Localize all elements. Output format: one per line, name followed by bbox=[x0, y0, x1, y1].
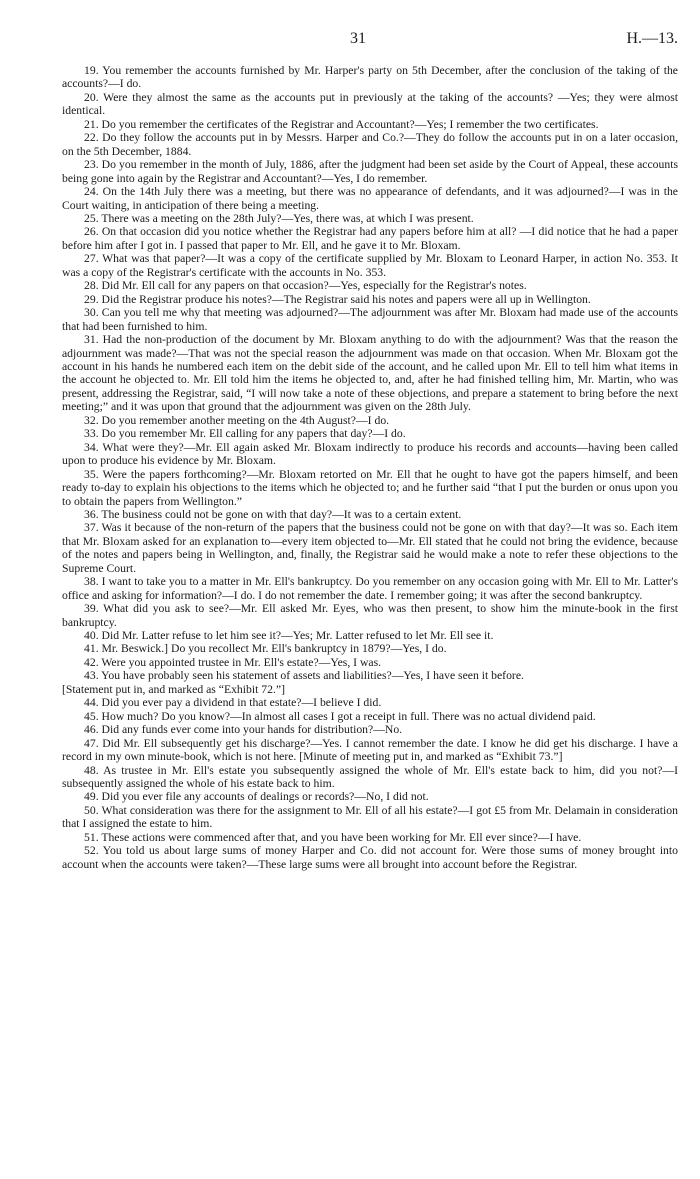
paragraph-27: 27. What was that paper?—It was a copy of the certificate supplied by Mr. Bloxam to Leonard Harper, in action No. 353. It was a copy of the Registrar's certificate with the accounts in No. 353. bbox=[62, 252, 678, 279]
paragraph-42: 42. Were you appointed trustee in Mr. Ell's estate?—Yes, I was. bbox=[84, 655, 382, 669]
paragraph-49: 49. Did you ever file any accounts of dealings or records?—No, I did not. bbox=[84, 790, 429, 804]
paragraph-36: 36. The business could not be gone on with that day?—It was to a certain extent. bbox=[84, 507, 462, 521]
paragraph-26: 26. On that occasion did you notice whether the Registrar had any papers before him at all? —I did notice that he had a paper before him after I got in. I passed that paper to Mr. Ell, and he gave it to Mr. Bloxam. bbox=[62, 225, 678, 252]
paragraph-37: 37. Was it because of the non-return of the papers that the business could not be gone on with that day?—It was so. Each item that Mr. Bloxam asked for an explanation to—every item objected to—Mr. Ell stated that he could not bring the evidence, because of the notes and papers being in Wellington, and, finally, the Registrar said he would make a note to refer these objections to the Supreme Court. bbox=[62, 521, 678, 575]
paragraph-23: 23. Do you remember in the month of July, 1886, after the judgment had been set aside by the Court of Appeal, these accounts being gone into again by the Registrar and Accountant?—Yes, I do remember. bbox=[62, 158, 678, 185]
document-reference: H.—13. bbox=[626, 30, 678, 47]
page-number: 31 bbox=[350, 30, 366, 47]
paragraph-34: 34. What were they?—Mr. Ell again asked Mr. Bloxam indirectly to produce his records and accounts—having been called upon to produce his evidence by Mr. Bloxam. bbox=[62, 440, 678, 468]
paragraph-28: 28. Did Mr. Ell call for any papers on that occasion?—Yes, especially for the Registrar's notes. bbox=[84, 279, 527, 293]
paragraph-19: 19. You remember the accounts furnished by Mr. Harper's party on 5th December, after the conclusion of the taking of the accounts?—I do. bbox=[62, 64, 678, 91]
exhibit-72-note: [Statement put in, and marked as “Exhibit 72.”] bbox=[62, 682, 285, 696]
document-body bbox=[62, 64, 678, 871]
paragraph-45: 45. How much? Do you know?—In almost all cases I got a receipt in full. There was no actual dividend paid. bbox=[84, 709, 596, 723]
paragraph-31: 31. Had the non-production of the document by Mr. Bloxam anything to do with the adjournment? Was that the reason the adjournment was made?—That was not the special reason the adjournment was made on that occasion. When Mr. Bloxam got the account in his hands he numbered each item on the debit side of the account, and he called upon Mr. Ell to tell him what items in the account he objected to. Mr. Ell told him the items he objected to, and, after he had finished telling him, Mr. Martin, who was present, addressing the Registrar, said, “I will now take a note of these objections, and prepare a statement to bring before the next meeting;” and it was upon that ground that the adjournment was given on the 28th July. bbox=[62, 333, 678, 414]
paragraph-47: 47. Did Mr. Ell subsequently get his discharge?—Yes. I cannot remember the date. I know he did get his discharge. I have a record in my own minute-book, which is not here. [Minute of meeting put in, and marked as “Exhibit 73.”] bbox=[62, 736, 678, 764]
paragraph-38: 38. I want to take you to a matter in Mr. Ell's bankruptcy. Do you remember on any occasion going with Mr. Ell to Mr. Latter's office and asking for information?—I do. I do not remember the date. I remember going; it was after the second bankruptcy. bbox=[62, 575, 678, 602]
paragraph-30: 30. Can you tell me why that meeting was adjourned?—The adjournment was after Mr. Bloxam had made use of the accounts that had been furnished to him. bbox=[62, 306, 678, 333]
paragraph-46: 46. Did any funds ever come into your hands for distribution?—No. bbox=[84, 723, 403, 737]
paragraph-39: 39. What did you ask to see?—Mr. Ell asked Mr. Eyes, who was then present, to show him the minute-book in the first bankruptcy. bbox=[62, 602, 678, 629]
paragraph-35: 35. Were the papers forthcoming?—Mr. Bloxam retorted on Mr. Ell that he ought to have got the papers himself, and been ready to-day to explain his objections to the items which he objected to; and he further said “that I put the burden or onus upon you to obtain the papers from Wellington.” bbox=[62, 467, 678, 508]
paragraph-21: 21. Do you remember the certificates of the Registrar and Accountant?—Yes; I remember the two certificates. bbox=[84, 117, 599, 131]
paragraph-32: 32. Do you remember another meeting on the 4th August?—I do. bbox=[84, 413, 390, 427]
paragraph-41: 41. Mr. Beswick.] Do you recollect Mr. Ell's bankruptcy in 1879?—Yes, I do. bbox=[84, 642, 447, 656]
paragraph-20: 20. Were they almost the same as the accounts put in previously at the taking of the accounts? —Yes; they were almost identical. bbox=[62, 90, 678, 118]
paragraph-29: 29. Did the Registrar produce his notes?—The Registrar said his notes and papers were all up in Wellington. bbox=[84, 292, 591, 306]
paragraph-43: 43. You have probably seen his statement of assets and liabilities?—Yes, I have seen it before. bbox=[84, 669, 524, 683]
paragraph-44: 44. Did you ever pay a dividend in that estate?—I believe I did. bbox=[84, 696, 382, 710]
paragraph-25: 25. There was a meeting on the 28th July?—Yes, there was, at which I was present. bbox=[84, 211, 474, 225]
paragraph-52: 52. You told us about large sums of money Harper and Co. did not account for. Were those sums of money brought into account when the accounts were taken?—These large sums were all brought into account before the Registrar. bbox=[62, 844, 678, 871]
paragraph-40: 40. Did Mr. Latter refuse to let him see it?—Yes; Mr. Latter refused to let Mr. Ell see it. bbox=[84, 629, 494, 643]
paragraph-22: 22. Do they follow the accounts put in by Messrs. Harper and Co.?—They do follow the accounts put in on a later occasion, on the 5th December, 1884. bbox=[62, 131, 678, 158]
paragraph-50: 50. What consideration was there for the assignment to Mr. Ell of all his estate?—I got £5 from Mr. Delamain in consideration that I assigned the estate to him. bbox=[62, 803, 678, 831]
page-header bbox=[62, 30, 678, 64]
paragraph-33: 33. Do you remember Mr. Ell calling for any papers that day?—I do. bbox=[84, 427, 406, 441]
paragraph-51: 51. These actions were commenced after that, and you have been working for Mr. Ell ever since?—I have. bbox=[84, 830, 582, 844]
paragraph-24: 24. On the 14th July there was a meeting, but there was no appearance of defendants, and it was adjourned?—I was in the Court waiting, in anticipation of there being a meeting. bbox=[62, 185, 678, 212]
paragraph-48: 48. As trustee in Mr. Ell's estate you subsequently assigned the whole of Mr. Ell's estate back to him, did you not?—I subsequently assigned the whole of his estate back to him. bbox=[62, 763, 678, 791]
